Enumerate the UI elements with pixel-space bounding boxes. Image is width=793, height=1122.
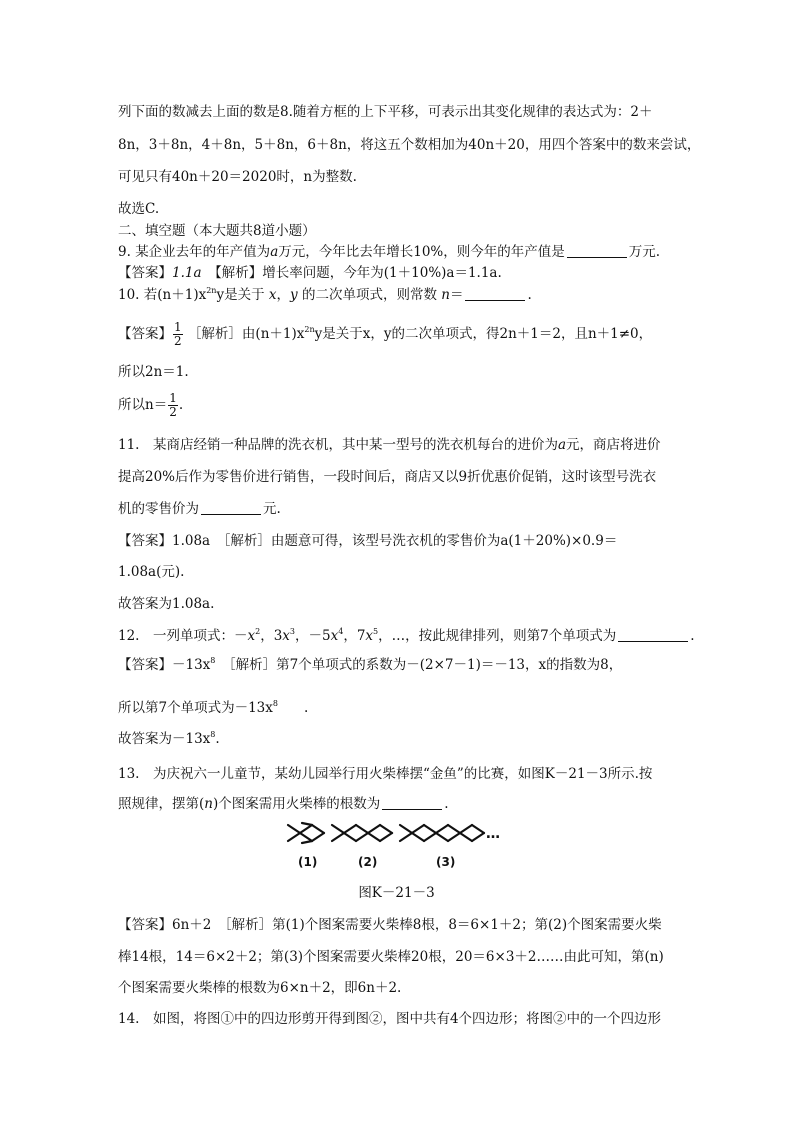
answer-blank: [382, 797, 442, 810]
figure-label-2: (2): [358, 855, 378, 869]
solution-line-3: 可见只有40n＋20＝2020时，n为整数.: [118, 169, 357, 185]
section-heading: 二、填空题（本大题共8道小题）: [118, 223, 316, 239]
variable: a: [557, 437, 567, 453]
ellipsis: …: [486, 826, 500, 842]
variable: y: [290, 287, 298, 303]
answer-blank: [465, 288, 525, 301]
fraction-answer: $\frac{1}{2}$: [174, 320, 182, 348]
question-11-line-1: 11. 某商店经销一种品牌的洗衣机，其中某一型号的洗衣机每台的进价为a元，商店将进价: [118, 437, 661, 453]
question-text: ，: [276, 287, 291, 303]
question-text: ＝: [449, 287, 464, 303]
fish-pattern-3: [400, 825, 484, 841]
question-11-line-2: 提高20%后作为零售价进行销售，一段时间后，商店又以9折优惠价促销，这时该型号洗衣: [118, 469, 657, 485]
answer-9: [118, 264, 502, 282]
answer-13-line-2: 棒14根，14＝6×2＋2；第(3)个图案需要火柴棒20根，20＝6×3＋2……由此可知，第(n): [118, 949, 664, 965]
question-text: 某企业去年的年产值为: [135, 244, 271, 260]
answer-blank: [618, 629, 688, 642]
explain-text: ［解析］由(n＋1)x: [187, 326, 305, 342]
figure-label-1: (1): [298, 855, 318, 869]
question-13-line-1: 13. 为庆祝六一儿童节，某幼儿园举行用火柴棒摆“金鱼”的比赛，如图K－21－3所示.按: [118, 766, 653, 782]
question-11-line-3: 机的零售价为 元.: [118, 501, 281, 517]
solution-conclusion: 故选C.: [118, 201, 160, 217]
fraction: $\frac{1}{2}$: [169, 391, 177, 419]
figure-caption: 图K－21－3: [358, 885, 435, 901]
explain-label: 【解析】: [215, 265, 263, 281]
question-text: 的二次单项式，则常数: [301, 287, 437, 303]
variable: n: [441, 287, 450, 303]
variable: n: [204, 796, 213, 812]
fish-pattern-1: [288, 823, 324, 843]
answer-10: [118, 321, 652, 348]
question-9: [118, 243, 660, 261]
answer-11-line-2: 1.08a(元).: [118, 564, 185, 580]
variable: a: [270, 244, 279, 260]
question-10: [118, 286, 532, 304]
answer-11: 【答案】1.08a ［解析］由题意可得，该型号洗衣机的零售价为a(1＋20%)×0.9＝: [118, 533, 618, 549]
answer-blank: [201, 502, 261, 515]
question-14-line-1: 14. 如图，将图①中的四边形剪开得到图②，图中共有4个四边形；将图②中的一个四边形: [118, 1011, 662, 1027]
exponent: 2n: [304, 325, 315, 334]
solution-line-2: 8n，3＋8n，4＋8n，5＋8n，6＋8n，将这五个数相加为40n＋20，用四个答案中的数来尝试，: [118, 137, 701, 153]
question-text: y是关于: [216, 287, 265, 303]
explain-text: 增长率问题，今年为(1＋10%)a＝1.1a.: [262, 265, 502, 281]
variable: x: [268, 287, 277, 303]
answer-10-line-2: 所以2n＝1.: [118, 364, 189, 380]
question-text: 若(n＋1)x: [143, 287, 207, 303]
answer-label: 【答案】: [118, 265, 172, 281]
exponent: 2n: [206, 286, 217, 295]
question-text: .: [527, 287, 532, 303]
question-number: 9.: [118, 244, 131, 260]
answer-12-line-2: 所以第7个单项式为$-13x^8$ .: [118, 699, 309, 716]
question-text: 万元，今年比去年增长10%，则今年的年产值是: [278, 244, 565, 260]
fish-pattern-2: [332, 825, 392, 841]
question-text: 万元.: [628, 244, 661, 260]
answer-label: 【答案】: [118, 326, 172, 342]
answer-11-line-3: 故答案为1.08a.: [118, 596, 215, 612]
answer-12: 【答案】$-13x^8$ ［解析］第7个单项式的系数为－(2×7－1)＝－13，x的指数为8，: [118, 656, 623, 673]
question-12: 12. 一列单项式：$-x^2$，$3x^3$，$-5x^4$，$7x^5$，…，按此规律排列，则第7个单项式为 .: [118, 627, 695, 644]
question-number: 10.: [118, 287, 140, 303]
figure-label-3: (3): [436, 855, 456, 869]
question-13-line-2: 照规律，摆第(n)个图案需用火柴棒的根数为 .: [118, 796, 449, 812]
answer-value: 1.1a: [172, 265, 202, 281]
answer-13: 【答案】6n＋2 ［解析］第(1)个图案需要火柴棒8根，8＝6×1＋2；第(2)个图案需要火柴: [118, 917, 662, 933]
answer-blank: [567, 245, 627, 258]
solution-line-1: 列下面的数减去上面的数是8.随着方框的上下平移，可表示出其变化规律的表达式为：2＋: [118, 104, 653, 120]
explain-text: y是关于x，y的二次单项式，得2n＋1＝2，且n＋1≠0，: [314, 326, 653, 342]
answer-13-line-3: 个图案需要火柴棒的根数为6×n＋2，即6n＋2.: [118, 980, 402, 996]
answer-12-line-3: 故答案为$-13x^8$.: [118, 730, 220, 747]
matchstick-fish-figure: [286, 820, 512, 872]
answer-10-line-3: 所以n＝ $\frac{1}{2}$ .: [118, 391, 184, 419]
